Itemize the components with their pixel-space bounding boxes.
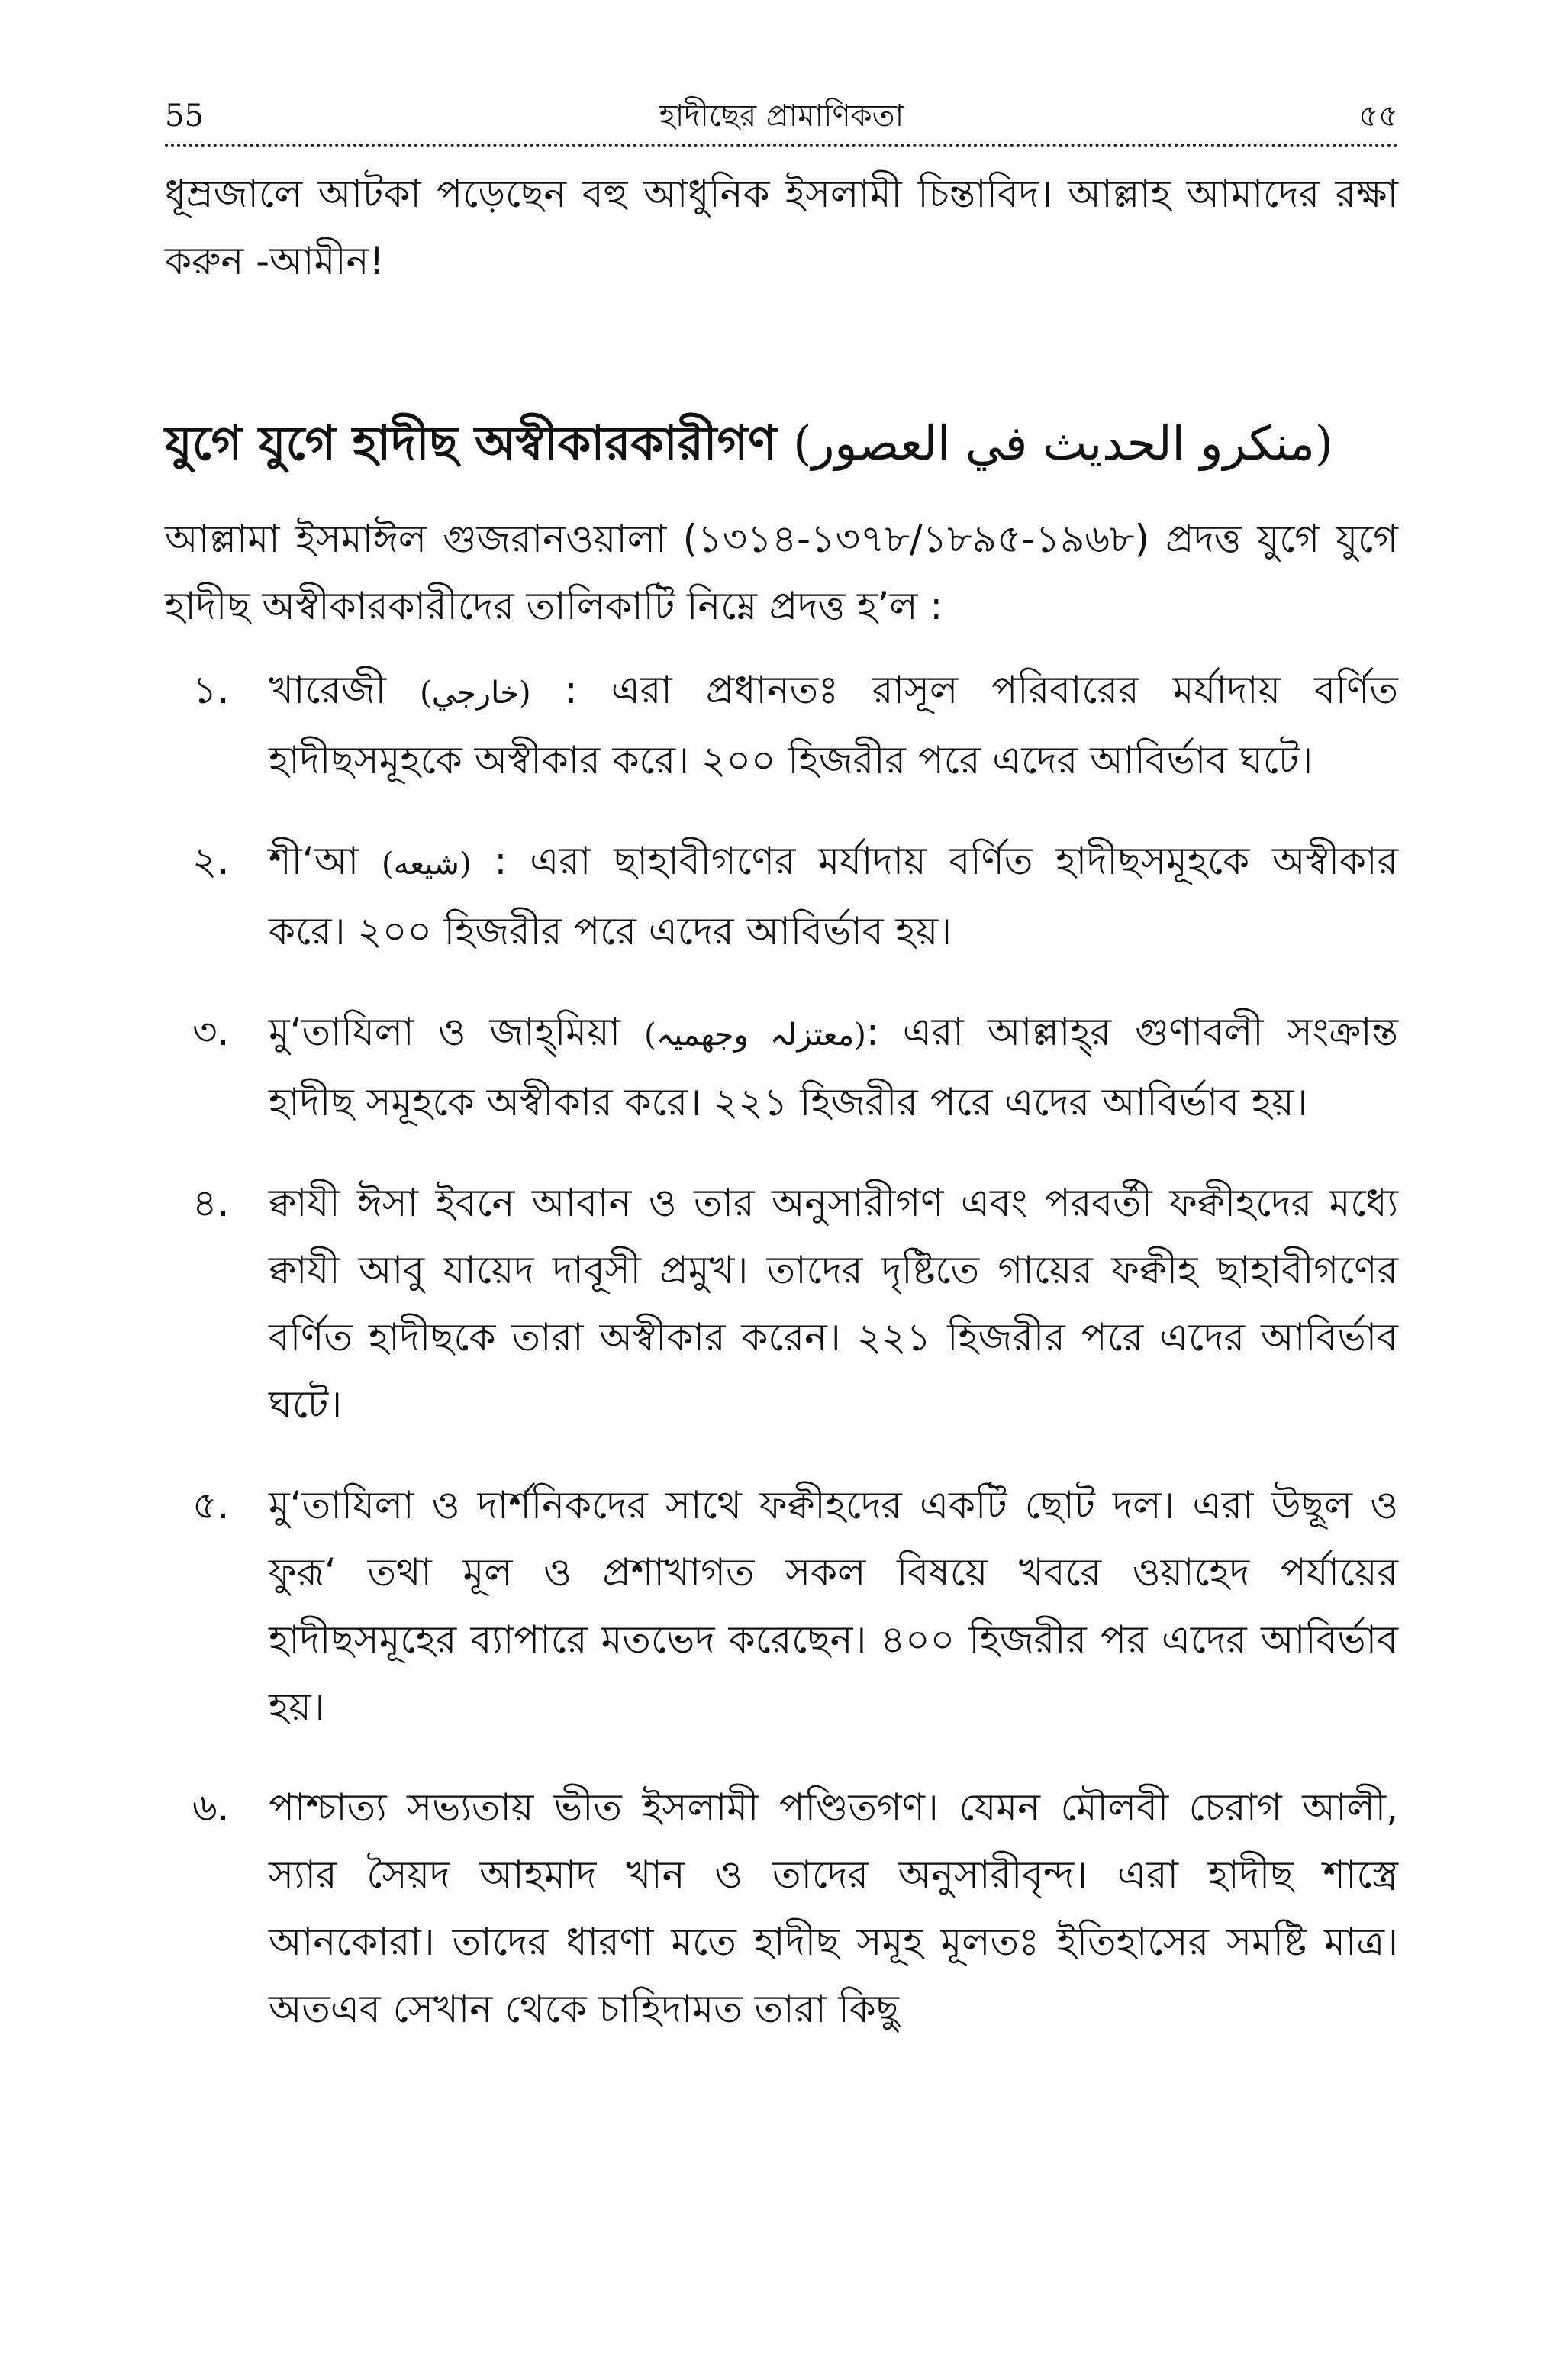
header-dotted-rule: [165, 144, 1398, 147]
list-item-text: [269, 1169, 1398, 1438]
list-item-body: ক্বাযী ঈসা ইবনে আবান ও তার অনুসারীগণ এবং পরবর্তী ফক্বীহদের মধ্যে ক্বাযী আবু যায়েদ দাবূসী প্রমুখ। তাদের দৃষ্টিতে গায়ের ফক্বীহ ছাহাবীগণের বর্ণিত হাদীছকে তারা অস্বীকার করেন। ২২১ হিজরীর পরে এদের আবির্ভাব ঘটে।: [269, 1181, 1398, 1427]
list-item-text: [269, 656, 1398, 794]
list-item-text: [269, 998, 1398, 1136]
list-item-body: পাশ্চাত্য সভ্যতায় ভীত ইসলামী পণ্ডিতগণ। যেমন মৌলবী চেরাগ আলী, স্যার সৈয়দ আহমাদ খান ও তাদের অনুসারীবৃন্দ। এরা হাদীছ শাস্ত্রে আনকোরা। তাদের ধারণা মতে হাদীছ সমূহ মূলতঃ ইতিহাসের সমষ্টি মাত্র। অতএব সেখান থেকে চাহিদামত তারা কিছু: [269, 1785, 1398, 2031]
page-number-bengali: ৫৫: [1358, 98, 1398, 134]
list-item-number: ২.: [192, 839, 230, 883]
intro-paragraph: ধূম্রজালে আটকা পড়েছেন বহু আধুনিক ইসলামী চিন্তাবিদ। আল্লাহ আমাদের রক্ষা করুন -আমীন!: [165, 172, 1398, 283]
section-heading: [165, 402, 1398, 485]
list-item-text: [269, 1472, 1398, 1740]
list-item-number: ৪.: [192, 1181, 230, 1225]
section-heading-arabic: (منكرو الحديث في العصور): [793, 415, 1333, 471]
list-item-arabic: (خارجي): [420, 676, 531, 711]
list-item-1: [165, 656, 1398, 794]
list-item-title: শী‘আ: [269, 839, 359, 883]
list-item-text: [269, 1774, 1398, 2043]
list-item-4: [165, 1169, 1398, 1438]
list-item-text: [269, 827, 1398, 965]
list-item-body: মু‘তাযিলা ও দার্শনিকদের সাথে ফক্বীহদের একটি ছোট দল। এরা উছূল ও ফুরূ‘ তথা মূল ও প্রশাখাগত সকল বিষয়ে খবরে ওয়াহেদ পর্যায়ের হাদীছসমূহের ব্যাপারে মতভেদ করেছেন। ৪০০ হিজরীর পর এদের আবির্ভাব হয়।: [269, 1483, 1398, 1729]
list-item-arabic: (معتزلہ وجهميہ): [644, 1017, 866, 1053]
deniers-list: [165, 656, 1398, 2043]
section-heading-bengali: যুগে যুগে হাদীছ অস্বীকারকারীগণ: [165, 415, 777, 471]
running-title: হাদীছের প্রামাণিকতা: [659, 98, 904, 134]
list-item-title: মু‘তাযিলা ও জাহ্‌মিয়া: [269, 1010, 621, 1054]
list-item-5: [165, 1472, 1398, 1740]
list-item-2: [165, 827, 1398, 965]
list-item-number: ৫.: [192, 1483, 230, 1527]
lead-paragraph: আল্লামা ইসমাঈল গুজরানওয়ালা (১৩১৪-১৩৭৮/১৮৯৫-১৯৬৮) প্রদত্ত যুগে যুগে হাদীছ অস্বীকারকারীদের তালিকাটি নিম্নে প্রদত্ত হ’ল :: [165, 517, 1398, 628]
list-item-3: [165, 998, 1398, 1136]
list-item-6: [165, 1774, 1398, 2043]
list-item-number: ১.: [192, 668, 230, 712]
list-item-body: : এরা প্রধানতঃ রাসূল পরিবারের মর্যাদায় বর্ণিত হাদীছসমূহকে অস্বীকার করে। ২০০ হিজরীর পরে এদের আবির্ভাব ঘটে।: [269, 668, 1398, 782]
list-item-title: খারেজী: [269, 668, 386, 712]
list-item-number: ৩.: [192, 1010, 230, 1054]
book-page: [165, 92, 1398, 2076]
running-header: [165, 92, 1398, 140]
page-number-latin: 55: [165, 98, 204, 134]
list-item-body: : এরা আল্লাহ্‌র গুণাবলী সংক্রান্ত হাদীছ সমূহকে অস্বীকার করে। ২২১ হিজরীর পরে এদের আবির্ভাব হয়।: [269, 1010, 1398, 1124]
list-item-body: : এরা ছাহাবীগণের মর্যাদায় বর্ণিত হাদীছসমূহকে অস্বীকার করে। ২০০ হিজরীর পরে এদের আবির্ভাব হয়।: [269, 839, 1398, 953]
list-item-arabic: (شيعه): [382, 847, 472, 882]
list-item-number: ৬.: [192, 1785, 230, 1830]
